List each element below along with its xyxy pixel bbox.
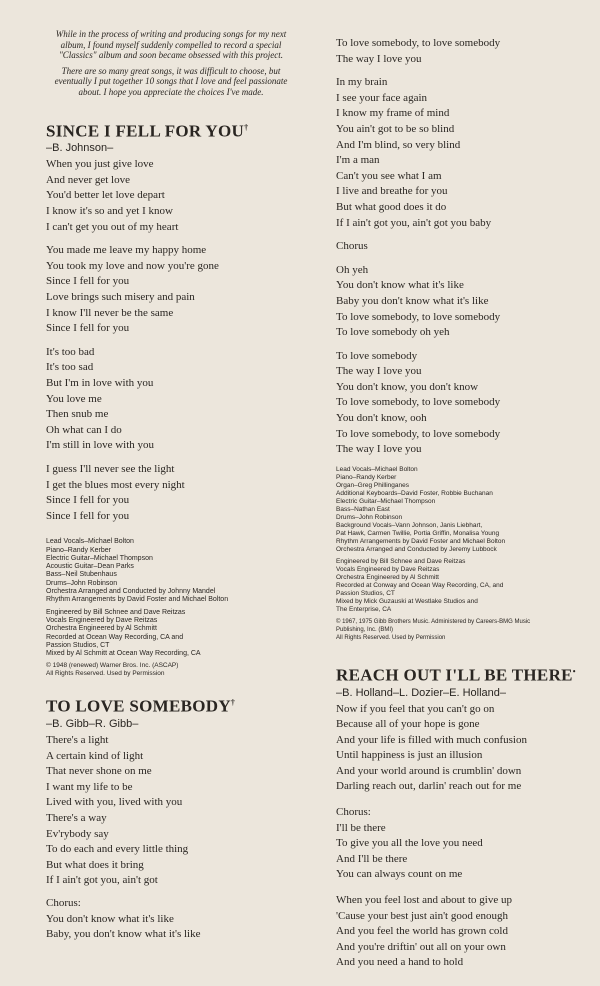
chorus-label: Chorus: <box>336 806 371 819</box>
stanza <box>336 893 586 971</box>
credit-line: Lead Vocals–Michael Bolton <box>336 465 418 473</box>
lyric-line: And your life is filled with much confusion <box>336 733 527 746</box>
credit-line: Orchestra Engineered by Al Schmitt <box>46 625 157 633</box>
lyric-line: To love somebody oh yeh <box>336 326 450 339</box>
stanza <box>46 733 300 889</box>
credit-line: Additional Keyboards–David Foster, Robbie Buchanan <box>336 489 493 497</box>
credit-line: Recorded at Conway and Ocean Way Recording, CA, and <box>336 581 504 589</box>
lyric-line: It's too bad <box>46 345 95 358</box>
lyric-line: I know my frame of mind <box>336 107 450 120</box>
songwriter: –B. Gibb–R. Gibb– <box>46 718 139 731</box>
lyric-line: You don't know, you don't know <box>336 380 479 393</box>
lyric-line: And never get love <box>46 173 130 186</box>
lyric-line: And you're driftin' out all on your own <box>336 940 506 953</box>
stanza <box>46 462 300 524</box>
lyric-line: You took my love and now you're gone <box>46 259 219 272</box>
song-title: SINCE I FELL FOR YOU† <box>46 121 249 141</box>
credit-line: Orchestra Arranged and Conducted by Jeremy Lubbock <box>336 545 497 553</box>
lyric-line: Oh what can I do <box>46 423 122 436</box>
lyric-line: I live and breathe for you <box>336 185 448 198</box>
left-column <box>46 0 300 943</box>
lyric-line: And you feel the world has grown cold <box>336 925 508 938</box>
lyric-line: I can't get you out of my heart <box>46 220 179 233</box>
credit-line: Piano–Randy Kerber <box>336 473 397 481</box>
credit-line: Piano–Randy Kerber <box>46 546 111 554</box>
stanza <box>336 36 586 67</box>
lyric-line: There's a light <box>46 734 109 747</box>
copyright-line: All Rights Reserved. Used by Permission <box>336 634 446 641</box>
song-since-i-fell-for-you <box>46 118 300 679</box>
lyric-line: You don't know, ooh <box>336 412 427 425</box>
copyright-notice <box>46 662 300 678</box>
lyric-line: Because all of your hope is gone <box>336 718 480 731</box>
lyric-line: I'll be there <box>336 821 386 834</box>
credit-line: Electric Guitar–Michael Thompson <box>336 497 436 505</box>
lyric-line: When you feel lost and about to give up <box>336 894 512 907</box>
lyric-line: To love somebody, to love somebody <box>336 310 501 323</box>
credit-line: Drums–John Robinson <box>46 579 118 587</box>
credit-line: Pat Hawk, Carmen Twillie, Portia Griffin, Monalisa Young <box>336 529 500 537</box>
lyric-line: Baby, you don't know what it's like <box>46 928 201 941</box>
songwriter: –B. Johnson– <box>46 142 114 155</box>
credit-line: Passion Studios, CT <box>336 589 395 597</box>
lyric-line: I guess I'll never see the light <box>46 462 175 475</box>
lyric-line: Love brings such misery and pain <box>46 290 195 303</box>
lyric-line: And your world around is crumblin' down <box>336 764 522 777</box>
credit-line: The Enterprise, CA <box>336 605 392 613</box>
intro-note <box>46 29 300 98</box>
credit-line: Bass–Nathan East <box>336 505 390 513</box>
stanza <box>46 243 300 337</box>
lyric-line: I get the blues most every night <box>46 478 185 491</box>
lyric-line: 'Cause your best just ain't good enough <box>336 909 508 922</box>
musician-credits <box>336 466 586 554</box>
lyric-line: You'd better let love depart <box>46 189 165 202</box>
credit-line: Orchestra Engineered by Al Schmitt <box>336 573 439 581</box>
lyric-line: To love somebody, to love somebody <box>336 427 501 440</box>
chorus-label: Chorus: <box>46 897 81 910</box>
lyric-line: Since I fell for you <box>46 322 130 335</box>
stanza <box>336 702 586 796</box>
stanza <box>336 75 586 231</box>
engineering-credits <box>46 609 300 659</box>
song-title: TO LOVE SOMEBODY† <box>46 697 236 717</box>
lyric-line: Baby you don't know what it's like <box>336 294 489 307</box>
lyric-line: I'm a man <box>336 154 380 167</box>
credit-line: Vocals Engineered by Dave Reitzas <box>336 565 440 573</box>
lyric-line: To give you all the love you need <box>336 837 483 850</box>
lyric-line: You can always count on me <box>336 868 463 881</box>
lyric-line: To do each and every little thing <box>46 843 189 856</box>
credit-line: Rhythm Arrangements by David Foster and Michael Bolton <box>336 537 506 545</box>
copyright-notice <box>336 618 586 642</box>
stanza <box>46 157 300 235</box>
lyric-line: You made me leave my happy home <box>46 244 207 257</box>
credit-line: Passion Studios, CT <box>46 641 110 649</box>
copyright-line: © 1967, 1975 Gibb Brothers Music. Administered by Careers-BMG Music <box>336 618 531 625</box>
chorus <box>336 805 586 883</box>
lyric-line: Since I fell for you <box>46 509 130 522</box>
credit-line: Recorded at Ocean Way Recording, CA and <box>46 633 184 641</box>
lyric-line: That never shone on me <box>46 765 152 778</box>
lyric-line: And I'm blind, so very blind <box>336 138 461 151</box>
lyric-line: You love me <box>46 392 102 405</box>
credit-line: Mixed by Mick Guzauski at Westlake Studios and <box>336 597 478 605</box>
lyrics <box>46 157 300 524</box>
copyright-line: Publishing, Inc. (BMI) <box>336 626 394 633</box>
stanza <box>336 349 586 458</box>
lyric-line: But what good does it do <box>336 200 447 213</box>
credit-line: Acoustic Guitar–Dean Parks <box>46 563 134 571</box>
lyric-line: You don't know what it's like <box>336 279 464 292</box>
intro-paragraph-2: There are so many great songs, it was difficult to choose, but eventually I put together 10 songs that I love and feel passionate about. I hope you appreciate the choices I've made. <box>54 65 288 97</box>
lyric-line: It's too sad <box>46 361 94 374</box>
lyric-line: If I ain't got you, ain't got <box>46 874 158 887</box>
credit-line: Lead Vocals–Michael Bolton <box>46 538 134 546</box>
credit-line: Vocals Engineered by Dave Reitzas <box>46 616 158 624</box>
stanza <box>336 263 586 341</box>
lyric-line: Then snub me <box>46 408 109 421</box>
lyric-line: I'm still in love with you <box>46 439 155 452</box>
intro-paragraph-1: While in the process of writing and producing songs for my next album, I found myself suddenly compelled to record a special "Classics" album and soon became obsessed with this project. <box>55 29 287 61</box>
lyric-line: When you just give love <box>46 158 154 171</box>
song-to-love-somebody-continued <box>336 36 586 642</box>
lyric-line: Until happiness is just an illusion <box>336 749 483 762</box>
lyric-line: Ev'rybody say <box>46 827 109 840</box>
credit-line: Engineered by Bill Schnee and Dave Reitzas <box>46 608 186 616</box>
lyric-line: Since I fell for you <box>46 494 130 507</box>
lyric-line: I know it's so and yet I know <box>46 205 173 217</box>
lyric-line: And I'll be there <box>336 852 408 865</box>
copyright-line: All Rights Reserved. Used by Permission <box>46 670 165 678</box>
lyric-line: Since I fell for you <box>46 275 130 288</box>
credit-line: Rhythm Arrangements by David Foster and Michael Bolton <box>46 596 229 604</box>
lyric-line: You don't know what it's like <box>46 912 174 925</box>
chorus-marker <box>336 239 586 255</box>
credit-line: Bass–Neil Stubenhaus <box>46 571 117 579</box>
lyric-line: Can't you see what I am <box>336 169 442 182</box>
lyric-line: To love somebody, to love somebody <box>336 37 501 49</box>
song-title: REACH OUT I'LL BE THERE• <box>336 665 576 685</box>
lyric-line: A certain kind of light <box>46 749 144 762</box>
credit-line: Orchestra Arranged and Conducted by Johnny Mandel <box>46 588 216 596</box>
lyric-line: The way I love you <box>336 443 422 456</box>
credit-line: Mixed by Al Schmitt at Ocean Way Recording, CA <box>46 650 201 658</box>
right-column <box>336 0 586 971</box>
credit-line: Engineered by Bill Schnee and Dave Reitzas <box>336 557 466 565</box>
song-to-love-somebody <box>46 693 300 942</box>
engineering-credits <box>336 558 586 614</box>
lyric-line: But I'm in love with you <box>46 376 154 389</box>
chorus-label: Chorus <box>336 240 368 253</box>
credit-line: Drums–John Robinson <box>336 513 403 521</box>
lyric-line: The way I love you <box>336 52 422 65</box>
lyric-line: But what does it bring <box>46 858 144 871</box>
chorus <box>46 896 300 943</box>
song-reach-out-ill-be-there <box>336 662 586 971</box>
lyric-line: The way I love you <box>336 365 422 378</box>
lyric-line: To love somebody <box>336 349 418 362</box>
lyric-line: I want my life to be <box>46 780 133 793</box>
lyric-line: Lived with you, lived with you <box>46 796 183 809</box>
credit-line: Background Vocals–Vann Johnson, Janis Liebhart, <box>336 521 483 529</box>
musician-credits <box>46 538 300 604</box>
lyric-line: And you need a hand to hold <box>336 956 464 969</box>
lyric-line: In my brain <box>336 76 388 89</box>
lyric-line: Darling reach out, darlin' reach out for me <box>336 780 522 793</box>
credit-line: Organ–Greg Phillinganes <box>336 481 409 489</box>
stanza <box>46 345 300 454</box>
credit-line: Electric Guitar–Michael Thompson <box>46 554 153 562</box>
lyric-line: Oh yeh <box>336 263 369 276</box>
songwriter: –B. Holland–L. Dozier–E. Holland– <box>336 686 506 699</box>
lyric-line: There's a way <box>46 812 107 825</box>
copyright-line: © 1948 (renewed) Warner Bros. Inc. (ASCAP) <box>46 662 179 670</box>
lyric-line: If I ain't got you, ain't got you baby <box>336 216 492 229</box>
lyric-line: I know I'll never be the same <box>46 306 174 319</box>
lyric-line: You ain't got to be so blind <box>336 122 455 135</box>
lyric-line: Now if you feel that you can't go on <box>336 702 495 715</box>
lyric-line: I see your face again <box>336 91 428 104</box>
lyric-line: To love somebody, to love somebody <box>336 396 501 409</box>
